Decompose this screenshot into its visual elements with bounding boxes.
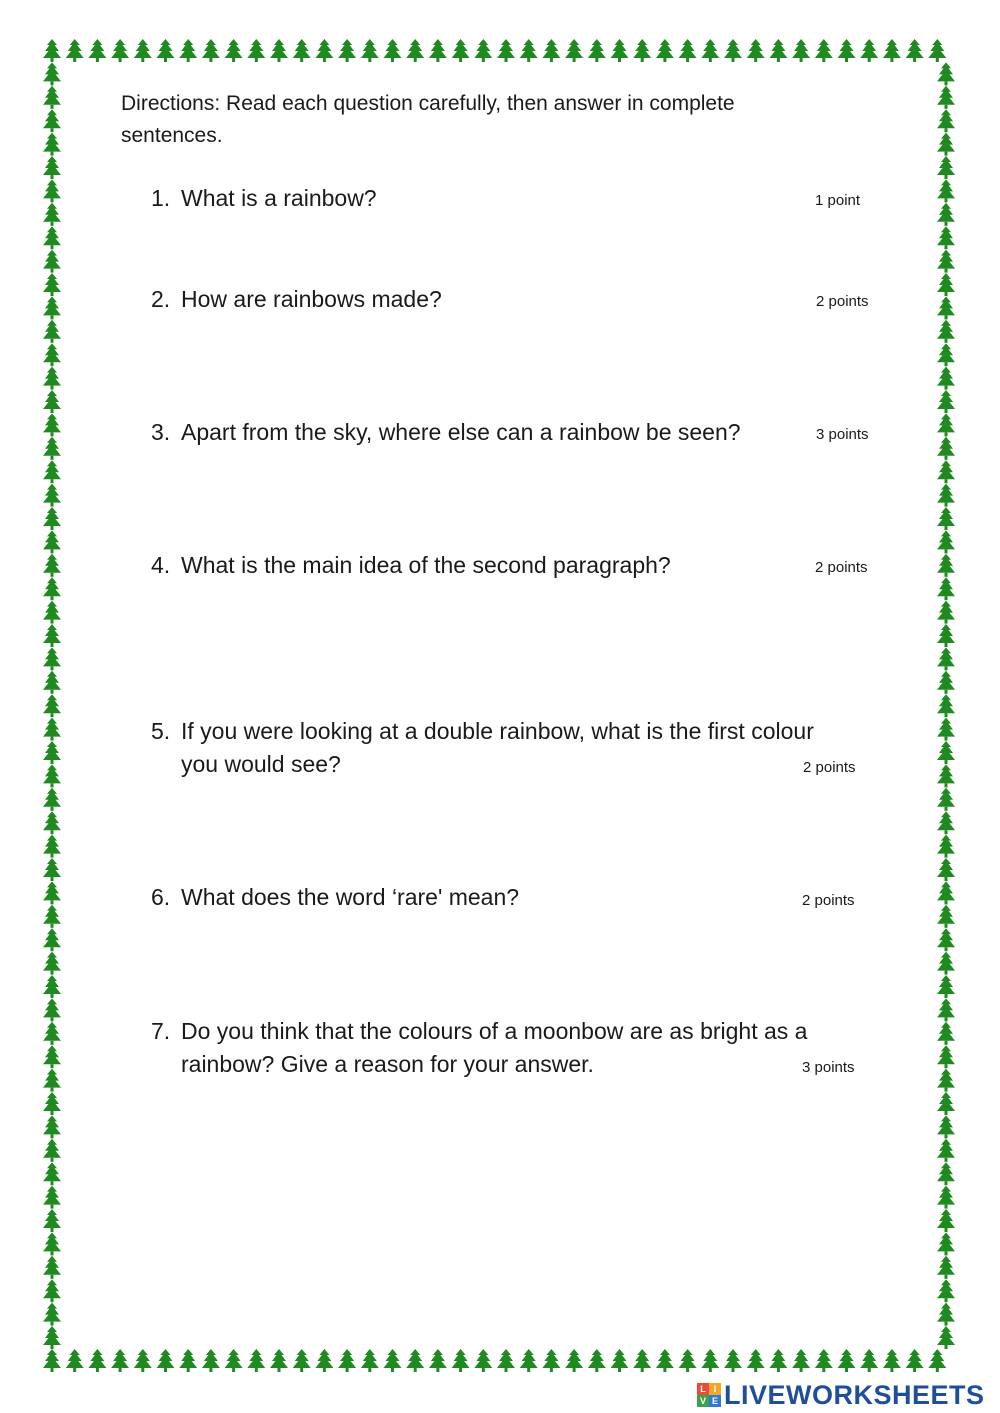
tree-icon xyxy=(43,507,61,530)
tree-icon xyxy=(860,1349,878,1372)
tree-icon xyxy=(43,671,61,694)
tree-icon xyxy=(43,1115,61,1138)
points-label: 1 point xyxy=(815,192,861,209)
tree-icon xyxy=(43,1045,61,1068)
points-label: 2 points xyxy=(815,559,868,576)
tree-icon xyxy=(43,554,61,577)
tree-icon xyxy=(43,1209,61,1232)
tree-icon xyxy=(792,1349,810,1372)
tree-icon xyxy=(937,835,955,858)
tree-icon xyxy=(656,39,674,62)
tree-icon xyxy=(43,975,61,998)
tree-icon xyxy=(88,1349,106,1372)
tree-icon xyxy=(43,320,61,343)
tree-icon xyxy=(937,343,955,366)
tree-icon xyxy=(43,1256,61,1279)
tree-icon xyxy=(406,1349,424,1372)
tree-icon xyxy=(66,1349,84,1372)
tree-icon xyxy=(937,1115,955,1138)
tree-icon xyxy=(937,484,955,507)
tree-icon xyxy=(937,881,955,904)
tree-icon xyxy=(937,1186,955,1209)
tree-icon xyxy=(937,367,955,390)
tree-icon xyxy=(43,133,61,156)
tree-icon xyxy=(701,1349,719,1372)
tree-icon xyxy=(815,39,833,62)
tree-icon xyxy=(384,39,402,62)
tree-icon xyxy=(937,390,955,413)
tree-icon xyxy=(588,1349,606,1372)
tree-icon xyxy=(724,39,742,62)
tree-icon xyxy=(838,1349,856,1372)
tree-icon xyxy=(43,413,61,436)
tree-icon xyxy=(937,741,955,764)
tree-icon xyxy=(179,1349,197,1372)
points-label: 2 points xyxy=(803,759,856,776)
tree-icon xyxy=(43,881,61,904)
tree-icon xyxy=(43,1303,61,1326)
question-text: If you were looking at a double rainbow, what is the first colour you would see? xyxy=(181,718,814,777)
tree-icon xyxy=(937,296,955,319)
tree-icon xyxy=(883,1349,901,1372)
tree-icon xyxy=(937,320,955,343)
tree-icon xyxy=(937,624,955,647)
tree-icon xyxy=(247,39,265,62)
tree-icon xyxy=(43,1092,61,1115)
tree-icon xyxy=(937,1303,955,1326)
tree-icon xyxy=(937,1162,955,1185)
tree-icon xyxy=(43,86,61,109)
tree-icon xyxy=(43,998,61,1021)
question-number: 1. xyxy=(151,185,171,211)
tree-icon xyxy=(43,250,61,273)
question-number: 5. xyxy=(151,718,171,744)
tree-icon xyxy=(43,577,61,600)
tree-icon xyxy=(43,343,61,366)
tree-icon xyxy=(633,39,651,62)
question-number: 3. xyxy=(151,419,171,445)
tree-icon xyxy=(937,694,955,717)
tree-icon xyxy=(43,1326,61,1349)
tree-icon xyxy=(937,273,955,296)
tree-icon xyxy=(769,1349,787,1372)
tree-icon xyxy=(906,1349,924,1372)
tree-icon xyxy=(43,1279,61,1302)
tree-icon xyxy=(937,554,955,577)
tree-icon xyxy=(406,39,424,62)
tree-icon xyxy=(338,1349,356,1372)
tree-icon xyxy=(937,718,955,741)
tree-icon xyxy=(43,1162,61,1185)
tree-icon xyxy=(225,39,243,62)
tree-icon xyxy=(452,39,470,62)
tree-icon xyxy=(43,156,61,179)
tree-icon xyxy=(134,1349,152,1372)
tree-icon xyxy=(43,624,61,647)
tree-icon xyxy=(928,39,946,62)
tree-icon xyxy=(611,1349,629,1372)
tree-icon xyxy=(43,835,61,858)
tree-icon xyxy=(747,1349,765,1372)
tree-icon xyxy=(937,507,955,530)
tree-icon xyxy=(542,39,560,62)
tree-icon xyxy=(361,1349,379,1372)
tree-icon xyxy=(937,858,955,881)
tree-icon xyxy=(43,858,61,881)
tree-icon xyxy=(937,1139,955,1162)
tree-icon xyxy=(937,905,955,928)
tree-icon xyxy=(937,133,955,156)
tree-icon xyxy=(937,928,955,951)
tree-icon xyxy=(43,203,61,226)
question-number: 7. xyxy=(151,1018,171,1044)
liveworksheets-watermark xyxy=(697,1380,985,1410)
tree-icon xyxy=(43,437,61,460)
tree-icon xyxy=(838,39,856,62)
tree-icon xyxy=(747,39,765,62)
tree-icon xyxy=(937,179,955,202)
tree-icon xyxy=(43,952,61,975)
question-text: What is the main idea of the second paragraph? xyxy=(181,552,671,578)
question-number: 2. xyxy=(151,286,171,312)
tree-icon xyxy=(43,928,61,951)
tree-icon xyxy=(43,647,61,670)
tree-icon xyxy=(43,109,61,132)
tree-icon xyxy=(928,1349,946,1372)
tree-icon xyxy=(270,39,288,62)
tree-icon xyxy=(429,1349,447,1372)
tree-icon xyxy=(542,1349,560,1372)
tree-icon xyxy=(43,741,61,764)
tree-icon xyxy=(43,460,61,483)
tree-icon xyxy=(43,530,61,553)
tree-icon xyxy=(883,39,901,62)
tree-icon xyxy=(43,226,61,249)
tree-icon xyxy=(937,1326,955,1349)
tree-icon xyxy=(43,718,61,741)
tree-icon xyxy=(937,413,955,436)
directions-text: Directions: Read each question carefully, then answer in complete sentences. xyxy=(121,92,735,147)
tree-icon xyxy=(111,39,129,62)
tree-icon xyxy=(43,788,61,811)
tree-icon xyxy=(937,203,955,226)
tree-icon xyxy=(937,671,955,694)
tree-icon xyxy=(134,39,152,62)
tree-icon xyxy=(338,39,356,62)
tree-icon xyxy=(565,1349,583,1372)
liveworksheets-logo-text: LIVEWORKSHEETS xyxy=(724,1379,985,1410)
tree-icon xyxy=(43,1139,61,1162)
tree-icon xyxy=(769,39,787,62)
tree-icon xyxy=(247,1349,265,1372)
tree-icon xyxy=(937,1045,955,1068)
points-label: 3 points xyxy=(816,426,869,443)
question-text: What is a rainbow? xyxy=(181,185,377,211)
tree-icon xyxy=(66,39,84,62)
tree-icon xyxy=(724,1349,742,1372)
tree-icon xyxy=(43,39,61,62)
tree-icon xyxy=(906,39,924,62)
points-label: 3 points xyxy=(802,1059,855,1076)
tree-icon xyxy=(452,1349,470,1372)
tree-icon xyxy=(43,1232,61,1255)
question-number: 4. xyxy=(151,552,171,578)
tree-icon xyxy=(520,39,538,62)
tree-icon xyxy=(937,109,955,132)
tree-icon xyxy=(497,1349,515,1372)
tree-icon xyxy=(315,1349,333,1372)
tree-icon xyxy=(656,1349,674,1372)
tree-icon xyxy=(937,156,955,179)
tree-icon xyxy=(937,998,955,1021)
tree-icon xyxy=(43,905,61,928)
points-label: 2 points xyxy=(816,293,869,310)
tree-icon xyxy=(633,1349,651,1372)
question-text: What does the word ‘rare' mean? xyxy=(181,884,520,910)
tree-icon xyxy=(43,601,61,624)
tree-icon xyxy=(43,694,61,717)
tree-icon xyxy=(937,811,955,834)
tree-icon xyxy=(43,1186,61,1209)
tree-icon xyxy=(88,39,106,62)
tree-icon xyxy=(43,296,61,319)
tree-icon xyxy=(179,39,197,62)
tree-icon xyxy=(937,577,955,600)
tree-icon xyxy=(937,788,955,811)
tree-icon xyxy=(937,1022,955,1045)
tree-icon xyxy=(384,1349,402,1372)
tree-icon xyxy=(157,1349,175,1372)
tree-icon xyxy=(315,39,333,62)
tree-icon xyxy=(474,1349,492,1372)
tree-icon xyxy=(937,952,955,975)
tree-icon xyxy=(43,367,61,390)
tree-icon xyxy=(860,39,878,62)
question-number: 6. xyxy=(151,884,171,910)
tree-icon xyxy=(792,39,810,62)
tree-icon xyxy=(937,647,955,670)
tree-icon xyxy=(43,811,61,834)
tree-icon xyxy=(937,1279,955,1302)
question-text: How are rainbows made? xyxy=(181,286,442,312)
tree-icon xyxy=(520,1349,538,1372)
tree-icon xyxy=(937,975,955,998)
tree-icon xyxy=(937,226,955,249)
tree-icon xyxy=(937,530,955,553)
tree-icon xyxy=(937,1069,955,1092)
liveworksheets-logo-icon: L I V E xyxy=(697,1383,721,1407)
tree-icon xyxy=(588,39,606,62)
tree-icon xyxy=(361,39,379,62)
tree-icon xyxy=(202,39,220,62)
tree-icon xyxy=(937,250,955,273)
tree-icon xyxy=(474,39,492,62)
tree-icon xyxy=(157,39,175,62)
tree-icon xyxy=(815,1349,833,1372)
tree-icon xyxy=(293,39,311,62)
tree-icon xyxy=(937,437,955,460)
question-text: Do you think that the colours of a moonbow are as bright as a rainbow? Give a reason for your answer. xyxy=(181,1018,808,1077)
tree-icon xyxy=(937,1092,955,1115)
tree-icon xyxy=(43,1022,61,1045)
tree-icon xyxy=(679,1349,697,1372)
tree-icon xyxy=(429,39,447,62)
tree-icon xyxy=(679,39,697,62)
tree-icon xyxy=(937,86,955,109)
tree-icon xyxy=(701,39,719,62)
tree-icon xyxy=(111,1349,129,1372)
tree-icon xyxy=(43,62,61,85)
tree-icon xyxy=(225,1349,243,1372)
tree-icon xyxy=(43,764,61,787)
tree-icon xyxy=(937,460,955,483)
tree-icon xyxy=(937,1256,955,1279)
tree-icon xyxy=(937,1232,955,1255)
tree-icon xyxy=(43,1069,61,1092)
tree-icon xyxy=(937,1209,955,1232)
tree-icon xyxy=(937,62,955,85)
question-text: Apart from the sky, where else can a rainbow be seen? xyxy=(181,419,741,445)
tree-icon xyxy=(497,39,515,62)
tree-icon xyxy=(43,273,61,296)
tree-icon xyxy=(270,1349,288,1372)
tree-icon xyxy=(202,1349,220,1372)
points-label: 2 points xyxy=(802,892,855,909)
tree-icon xyxy=(43,390,61,413)
tree-icon xyxy=(611,39,629,62)
tree-icon xyxy=(43,179,61,202)
tree-icon xyxy=(43,1349,61,1372)
tree-icon xyxy=(937,764,955,787)
tree-icon xyxy=(293,1349,311,1372)
tree-icon xyxy=(565,39,583,62)
tree-icon xyxy=(43,484,61,507)
tree-icon xyxy=(937,601,955,624)
